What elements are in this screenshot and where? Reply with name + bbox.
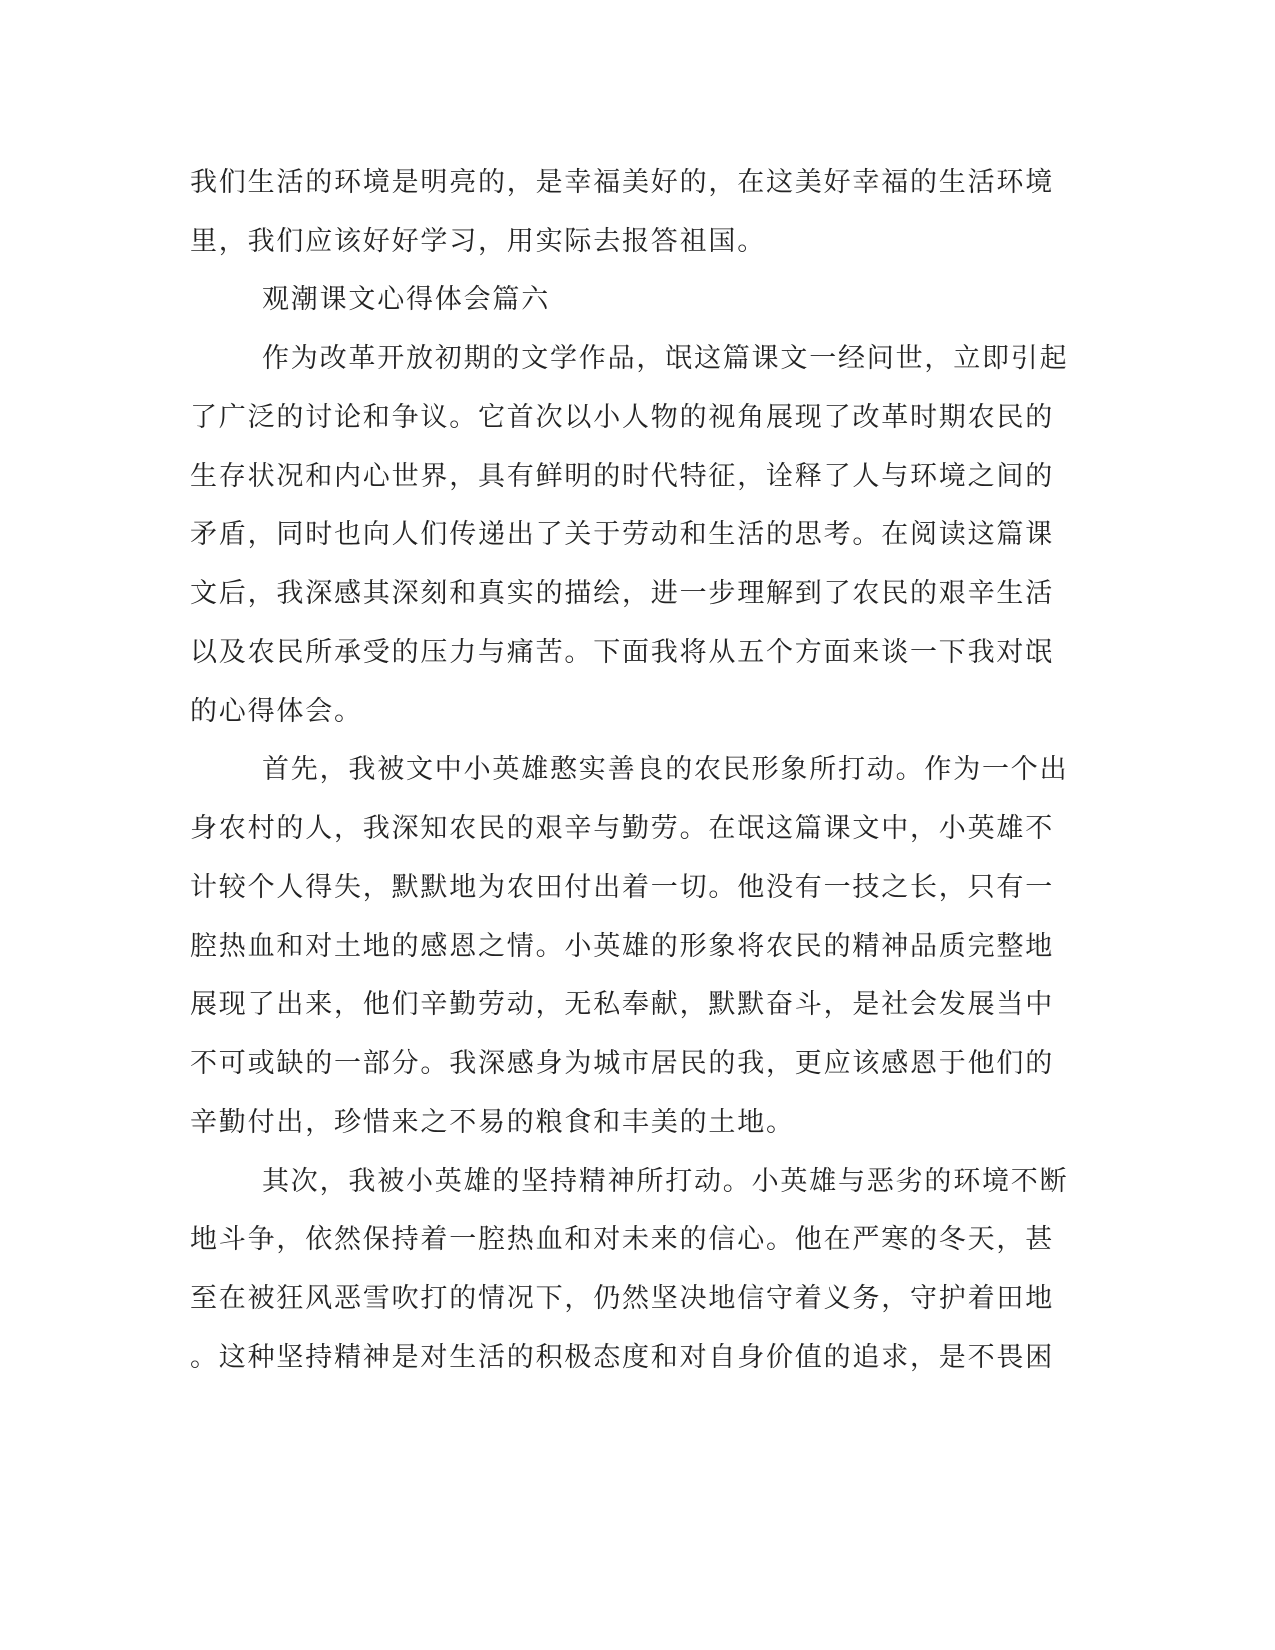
text-line: 计较个人得失，默默地为农田付出着一切。他没有一技之长，只有一 xyxy=(190,872,1054,903)
text-line: 不可或缺的一部分。我深感身为城市居民的我，更应该感恩于他们的 xyxy=(190,1048,1054,1079)
text-line: 辛勤付出，珍惜来之不易的粮食和丰美的土地。 xyxy=(190,1107,795,1138)
section-heading: 观潮课文心得体会篇六 xyxy=(262,284,550,315)
paragraph-start: 首先，我被文中小英雄憨实善良的农民形象所打动。作为一个出 xyxy=(262,754,1069,785)
text-line: 矛盾，同时也向人们传递出了关于劳动和生活的思考。在阅读这篇课 xyxy=(190,519,1054,550)
text-line: 以及农民所承受的压力与痛苦。下面我将从五个方面来谈一下我对氓 xyxy=(190,637,1054,668)
text-line: 地斗争，依然保持着一腔热血和对未来的信心。他在严寒的冬天，甚 xyxy=(190,1224,1054,1255)
paragraph-start: 作为改革开放初期的文学作品，氓这篇课文一经问世，立即引起 xyxy=(262,343,1069,374)
paragraph-start: 其次，我被小英雄的坚持精神所打动。小英雄与恶劣的环境不断 xyxy=(262,1166,1069,1197)
text-line: 我们生活的环境是明亮的，是幸福美好的，在这美好幸福的生活环境 xyxy=(190,167,1054,198)
text-line: 了广泛的讨论和争议。它首次以小人物的视角展现了改革时期农民的 xyxy=(190,402,1054,433)
text-line: 。这种坚持精神是对生活的积极态度和对自身价值的追求，是不畏困 xyxy=(190,1342,1054,1373)
text-line: 展现了出来，他们辛勤劳动，无私奉献，默默奋斗，是社会发展当中 xyxy=(190,989,1054,1020)
text-line: 至在被狂风恶雪吹打的情况下，仍然坚决地信守着义务，守护着田地 xyxy=(190,1283,1054,1314)
text-line: 里，我们应该好好学习，用实际去报答祖国。 xyxy=(190,226,766,257)
text-line: 生存状况和内心世界，具有鲜明的时代特征，诠释了人与环境之间的 xyxy=(190,461,1054,492)
text-line: 腔热血和对土地的感恩之情。小英雄的形象将农民的精神品质完整地 xyxy=(190,931,1054,962)
text-line: 文后，我深感其深刻和真实的描绘，进一步理解到了农民的艰辛生活 xyxy=(190,578,1054,609)
text-line: 身农村的人，我深知农民的艰辛与勤劳。在氓这篇课文中，小英雄不 xyxy=(190,813,1054,844)
text-line: 的心得体会。 xyxy=(190,696,363,727)
